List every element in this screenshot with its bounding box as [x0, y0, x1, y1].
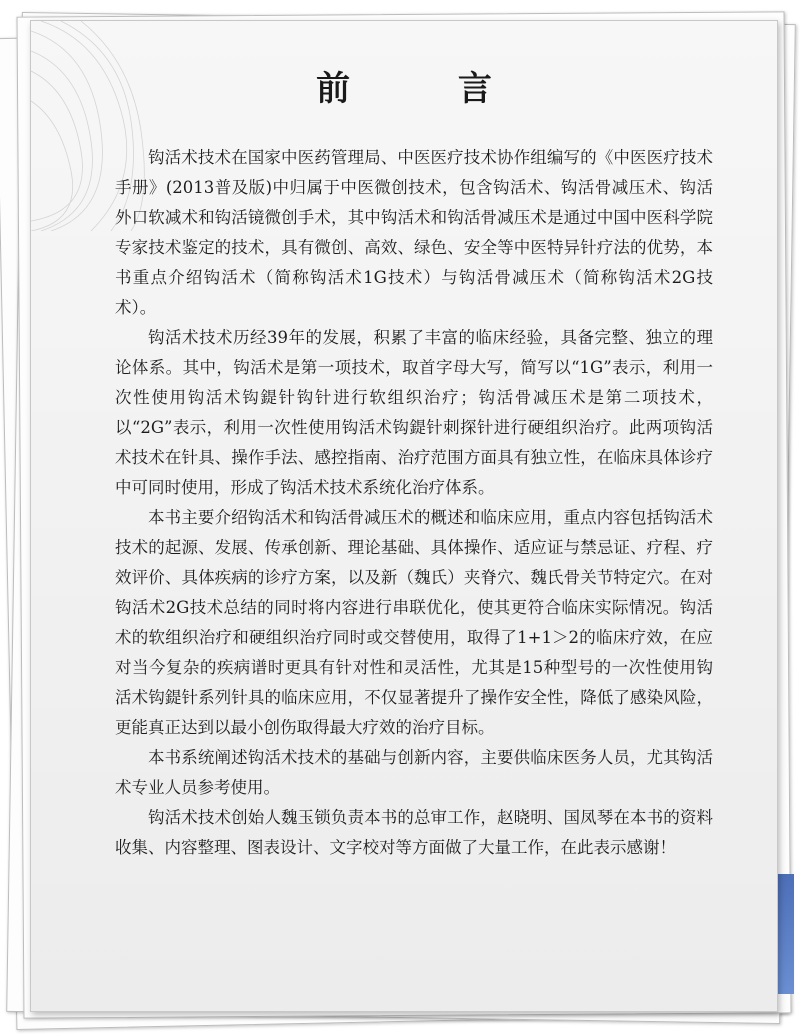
- paragraph: 钩活术技术创始人魏玉锁负责本书的总审工作，赵晓明、国凤琴在本书的资料收集、内容整理、图表设计、文字校对等方面做了大量工作，在此表示感谢！: [115, 808, 713, 857]
- preface-body: [115, 143, 713, 863]
- paragraph: 本书系统阐述钩活术技术的基础与创新内容，主要供临床医务人员，尤其钩活术专业人员参考使用。: [115, 748, 713, 797]
- book-page: [30, 20, 778, 1012]
- paragraph: 钩活术技术在国家中医药管理局、中医医疗技术协作组编写的《中医医疗技术手册》(2013普及版)中归属于中医微创技术，包含钩活术、钩活骨减压术、钩活外口软减术和钩活镜微创手术，其中钩活术和钩活骨减压术是通过中国中医科学院专家技术鉴定的技术，具有微创、高效、绿色、安全等中医特异针疗法的优势，本书重点介绍钩活术（简称钩活术1G技术）与钩活骨减压术（简称钩活术2G技术）。: [115, 148, 713, 317]
- paragraph: 钩活术技术历经39年的发展，积累了丰富的临床经验，具备完整、独立的理论体系。其中，钩活术是第一项技术，取首字母大写，简写以“1G”表示，利用一次性使用钩活术钩鍉针钩针进行软组织治疗；钩活骨减压术是第二项技术，以“2G”表示，利用一次性使用钩活术钩鍉针刺探针进行硬组织治疗。此两项钩活术技术在针具、操作手法、感控指南、治疗范围方面具有独立性，在临床具体诊疗中可同时使用，形成了钩活术技术系统化治疗体系。: [115, 328, 713, 497]
- paragraph: 本书主要介绍钩活术和钩活骨减压术的概述和临床应用，重点内容包括钩活术技术的起源、发展、传承创新、理论基础、具体操作、适应证与禁忌证、疗程、疗效评价、具体疾病的诊疗方案，以及新（魏氏）夹脊穴、魏氏骨关节特定穴。在对钩活术2G技术总结的同时将内容进行串联优化，使其更符合临床实际情况。钩活术的软组织治疗和硬组织治疗同时或交替使用，取得了1+1＞2的临床疗效，在应对当今复杂的疾病谱时更具有针对性和灵活性，尤其是15种型号的一次性使用钩活术钩鍉针系列针具的临床应用，不仅显著提升了操作安全性，降低了感染风险，更能真正达到以最小创伤取得最大疗效的治疗目标。: [115, 508, 713, 737]
- page-title: 前 言: [316, 69, 540, 109]
- book-cover-edge: [777, 874, 794, 994]
